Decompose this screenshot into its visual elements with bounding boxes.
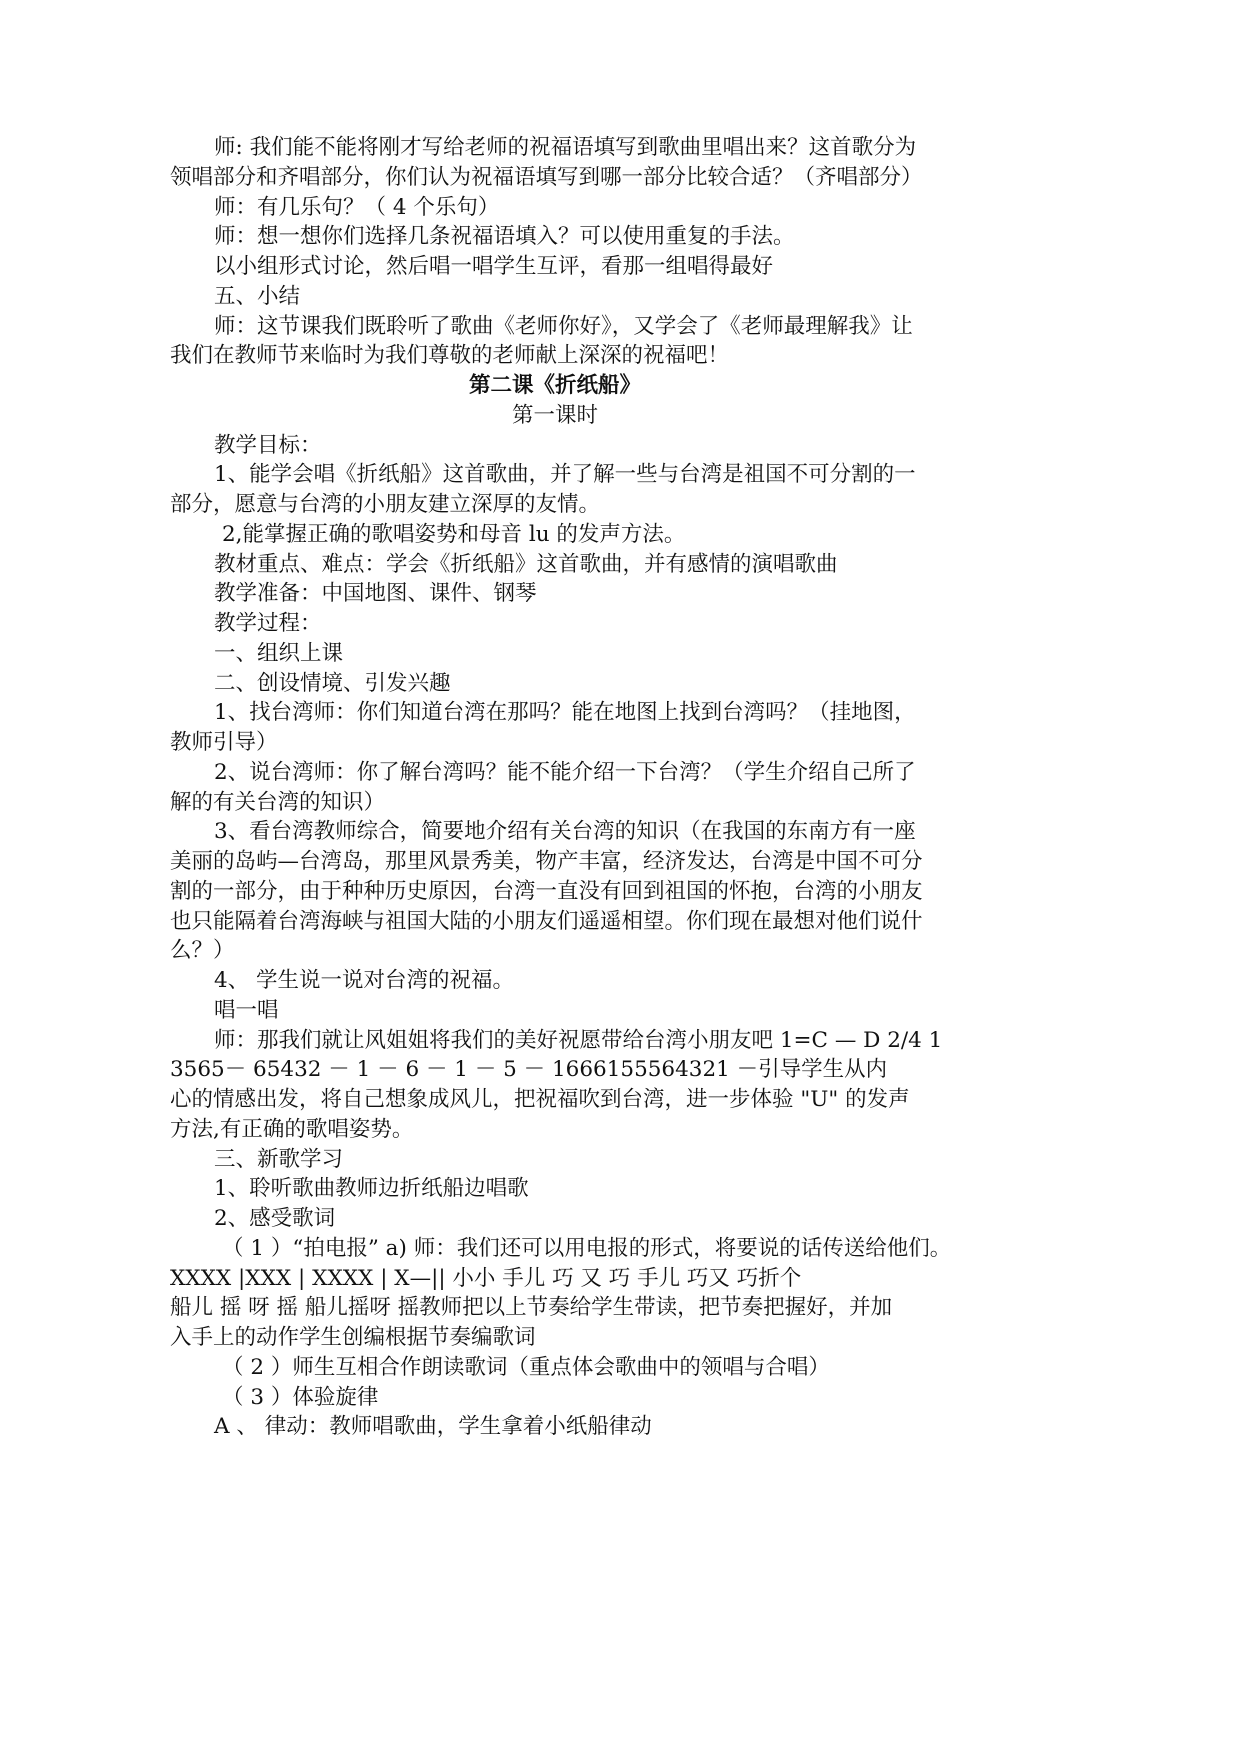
- paragraph-line: 美丽的岛屿—台湾岛，那里风景秀美，物产丰富，经济发达，台湾是中国不可分: [170, 849, 923, 874]
- paragraph-line: 2、说台湾师：你了解台湾吗？能不能介绍一下台湾？（学生介绍自己所了: [214, 759, 916, 785]
- lesson-title: 第二课《折纸船》: [468, 373, 641, 398]
- paragraph-line: 师：有几乐句？（ 4 个乐句）: [214, 194, 500, 220]
- section-heading: 教学目标：: [214, 432, 322, 458]
- paragraph-line: 么？）: [170, 938, 235, 964]
- paragraph-line: 1、找台湾师：你们知道台湾在那吗？能在地图上找到台湾吗？（挂地图，: [214, 700, 916, 726]
- paragraph-line: 1、能学会唱《折纸船》这首歌曲，并了解一些与台湾是祖国不可分割的一: [214, 462, 916, 488]
- paragraph-line: 也只能隔着台湾海峡与祖国大陆的小朋友们遥遥相望。你们现在最想对他们说什: [170, 908, 923, 934]
- paragraph-line: 船儿 摇 呀 摇 船儿摇呀 摇教师把以上节奏给学生带读，把节奏把握好，并加: [170, 1295, 893, 1321]
- paragraph-line: 割的一部分，由于种种历史原因，台湾一直没有回到祖国的怀抱，台湾的小朋友: [170, 878, 923, 904]
- section-heading: 二、创设情境、引发兴趣: [214, 670, 451, 696]
- paragraph-line: 师：那我们就让风姐姐将我们的美好祝愿带给台湾小朋友吧 1=C — D 2/4 1: [214, 1027, 943, 1053]
- paragraph-line: 以小组形式讨论，然后唱一唱学生互评，看那一组唱得最好: [214, 254, 774, 279]
- paragraph-line: 师：想一想你们选择几条祝福语填入？可以使用重复的手法。: [214, 224, 795, 250]
- section-heading: 教学过程：: [214, 611, 322, 636]
- paragraph-line: 教材重点、难点：学会《折纸船》这首歌曲，并有感情的演唱歌曲: [214, 551, 838, 577]
- paragraph-line: 教师引导）: [170, 730, 278, 755]
- paragraph-line: （ 2 ）师生互相合作朗读歌词（重点体会歌曲中的领唱与合唱）: [222, 1354, 830, 1380]
- paragraph-line: 师：这节课我们既聆听了歌曲《老师你好》，又学会了《老师最理解我》让: [214, 313, 913, 339]
- paragraph-line: （ 3 ）体验旋律: [222, 1384, 379, 1410]
- document-page: [170, 133, 970, 1442]
- paragraph-line: （ 1 ）“拍电报” a) 师：我们还可以用电报的形式，将要说的话传送给他们。: [222, 1235, 952, 1261]
- section-heading: 唱一唱: [214, 997, 279, 1023]
- paragraph-line: 部分，愿意与台湾的小朋友建立深厚的友情。: [170, 492, 601, 517]
- section-heading: 五、小结: [214, 283, 301, 309]
- paragraph-line: 方法,有正确的歌唱姿势。: [170, 1116, 414, 1142]
- music-notation-line: 3565－ 65432 － 1 － 6 － 1 － 5 － 1666155564321 －引导学生从内: [170, 1057, 888, 1083]
- paragraph-line: 2、感受歌词: [214, 1206, 336, 1231]
- paragraph-line: 2,能掌握正确的歌唱姿势和母音 lu 的发声方法。: [222, 521, 686, 547]
- paragraph-line: 3、看台湾教师综合，简要地介绍有关台湾的知识（在我国的东南方有一座: [214, 819, 916, 845]
- paragraph-line: 4、 学生说一说对台湾的祝福。: [214, 968, 515, 993]
- paragraph-line: 心的情感出发，将自己想象成风儿，把祝福吹到台湾，进一步体验 "U" 的发声: [170, 1087, 910, 1112]
- paragraph-line: 领唱部分和齐唱部分，你们认为祝福语填写到哪一部分比较合适？（齐唱部分）: [170, 164, 923, 190]
- section-heading: 三、新歌学习: [214, 1146, 344, 1172]
- rhythm-notation-line: XXXX |XXX | XXXX | X—|| 小小 手儿 巧 又 巧 手儿 巧又 巧折个: [170, 1265, 802, 1291]
- paragraph-line: 1、聆听歌曲教师边折纸船边唱歌: [214, 1176, 529, 1202]
- paragraph-line: 我们在教师节来临时为我们尊敬的老师献上深深的祝福吧！: [170, 343, 730, 369]
- paragraph-line: 师: 我们能不能将刚才写给老师的祝福语填写到歌曲里唱出来？这首歌分为: [214, 135, 917, 160]
- paragraph-line: 入手上的动作学生创编根据节奏编歌词: [170, 1325, 536, 1350]
- section-heading: 一、组织上课: [214, 640, 344, 666]
- lesson-subtitle: 第一课时: [511, 402, 598, 428]
- paragraph-line: 教学准备：中国地图、课件、钢琴: [214, 581, 537, 607]
- paragraph-line: 解的有关台湾的知识）: [170, 789, 386, 815]
- paragraph-line: A 、 律动：教师唱歌曲，学生拿着小纸船律动: [214, 1414, 652, 1440]
